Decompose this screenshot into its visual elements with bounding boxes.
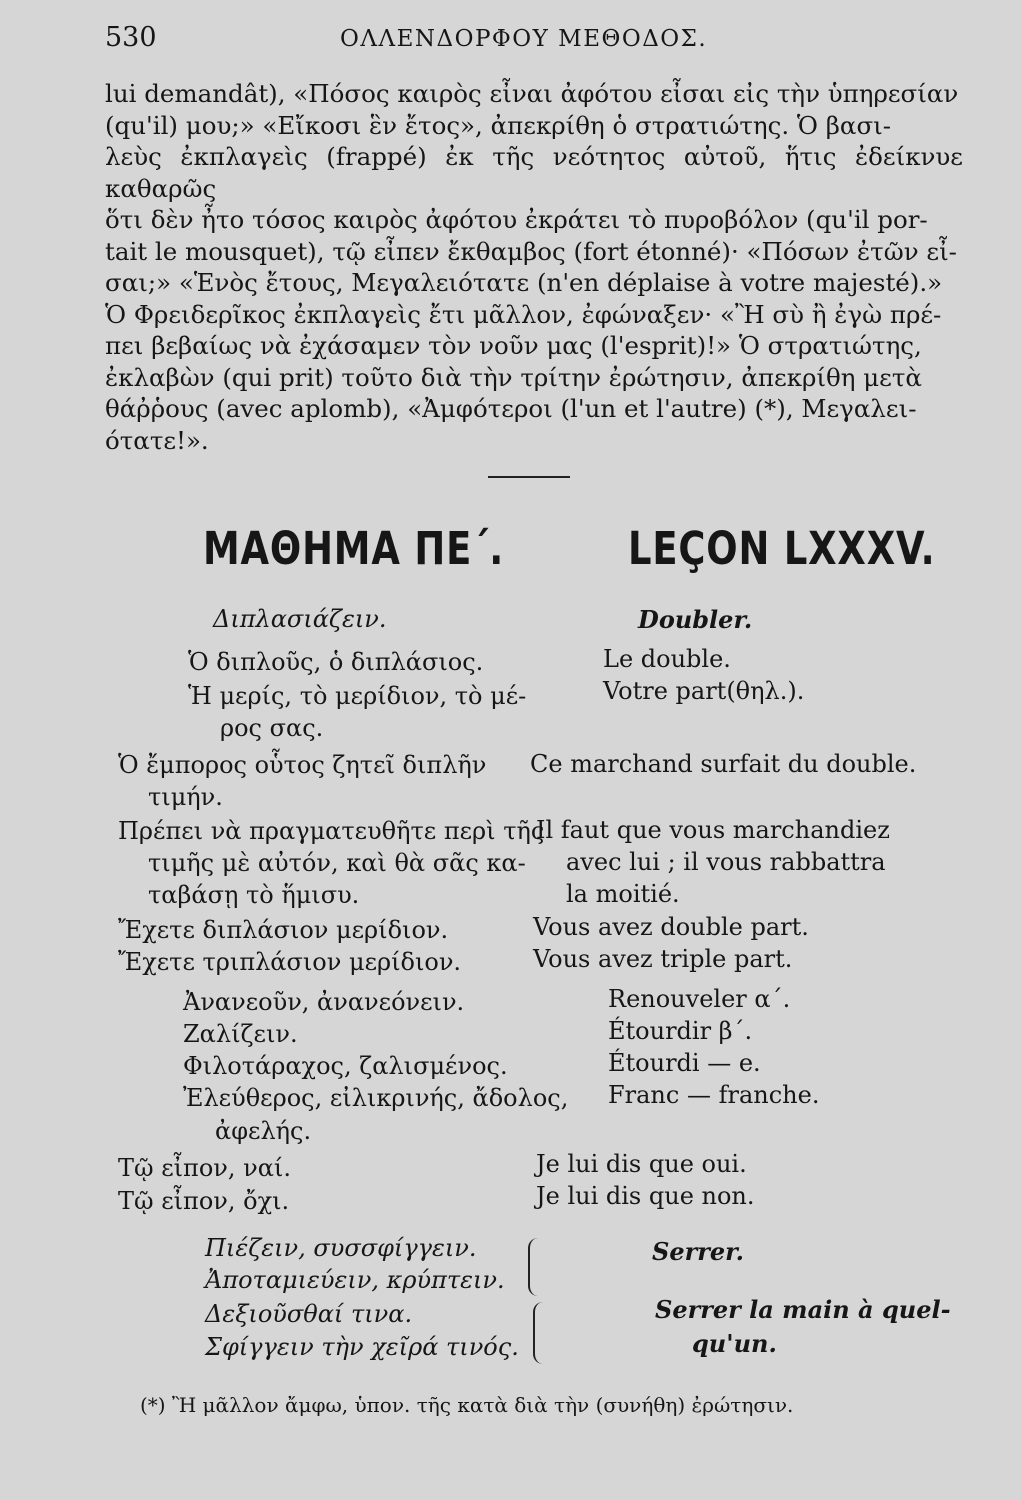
vocab-french-cont: avec lui ; il vous rabbattra bbox=[566, 848, 886, 876]
vocab-french: Je lui dis que non. bbox=[536, 1182, 755, 1210]
vocab-greek-cont: Ἀποταμιεύειν, κρύπτειν. bbox=[205, 1266, 505, 1294]
page-header bbox=[0, 22, 1021, 62]
vocab-french: Serrer la main à quel- bbox=[655, 1295, 951, 1324]
vocab-french: Franc — franche. bbox=[608, 1081, 820, 1109]
vocab-greek: Ἐλεύθερος, εἰλικρινής, ἄδολος, bbox=[183, 1084, 569, 1112]
footnote: (*) Ἢ μᾶλλον ἄμφω, ὑπον. τῆς κατὰ διὰ τὴν (συνήθη) ἐρώτησιν. bbox=[140, 1393, 794, 1417]
page-number: 530 bbox=[105, 22, 157, 53]
vocab-greek-cont: τιμῆς μὲ αὐτόν, καὶ θὰ σᾶς κα- bbox=[148, 849, 526, 877]
paragraph-line: ὅτι δὲν ἦτο τόσος καιρὸς ἀφότου ἐκράτει τὸ πυροβόλον (qu'il por- bbox=[105, 205, 928, 234]
running-title: ΟΛΛΕΝΔΟΡΦΟΥ ΜΕΘΟΔΟΣ. bbox=[340, 26, 708, 52]
vocab-greek-cont: ταβάσῃ τὸ ἥμισυ. bbox=[148, 881, 360, 909]
vocab-french: Ce marchand surfait du double. bbox=[530, 750, 917, 778]
vocab-french: Étourdir β΄. bbox=[608, 1017, 753, 1045]
vocab-greek: Ἀνανεοῦν, ἀνανεόνειν. bbox=[183, 988, 465, 1016]
vocab-greek-cont: Σφίγγειν τὴν χεῖρά τινός. bbox=[205, 1333, 519, 1361]
paragraph-line: tait le mousquet), τῷ εἶπεν ἔκθαμβος (fort étonné)· «Πόσων ἐτῶν εἶ- bbox=[105, 236, 957, 266]
grouping-brace bbox=[528, 1238, 540, 1296]
vocab-french: Il faut que vous marchandiez bbox=[536, 816, 890, 844]
paragraph-line: (qu'il) μου;» «Εἴκοσι ἓν ἔτος», ἀπεκρίθη ὁ στρατιώτης. Ὁ βασι- bbox=[105, 110, 892, 140]
grouping-brace bbox=[533, 1302, 545, 1364]
vocab-greek: Πιέζειν, συσσφίγγειν. bbox=[205, 1234, 477, 1262]
paragraph-line: λεὺς ἐκπλαγεὶς (frappé) ἐκ τῆς νεότητος αὐτοῦ, ἥτις ἐδείκνυε καθαρῶς bbox=[105, 142, 963, 203]
vocab-greek: Διπλασιάζειν. bbox=[213, 605, 387, 633]
paragraph-line: σαι;» «Ἑνὸς ἔτους, Μεγαλειότατε (n'en déplaise à votre majesté).» bbox=[105, 268, 943, 297]
vocab-greek: Ἔχετε τριπλάσιον μερίδιον. bbox=[118, 948, 462, 976]
vocab-greek: Φιλοτάραχος, ζαλισμένος. bbox=[183, 1052, 508, 1080]
vocab-greek-cont: τιμήν. bbox=[148, 783, 223, 811]
vocab-french: Vous avez triple part. bbox=[533, 945, 793, 973]
vocab-greek-cont: ρος σας. bbox=[220, 714, 324, 742]
vocab-greek: Πρέπει νὰ πραγματευθῆτε περὶ τῆς bbox=[118, 817, 545, 845]
lesson-title-greek: ΜΑΘΗΜΑ ΠΕ΄. bbox=[203, 522, 505, 575]
vocab-greek: Δεξιοῦσθαί τινα. bbox=[205, 1300, 413, 1328]
vocab-greek: Ἡ μερίς, τὸ μερίδιον, τὸ μέ- bbox=[188, 682, 527, 710]
vocab-french-cont: la moitié. bbox=[566, 880, 680, 908]
vocab-french-cont: qu'un. bbox=[692, 1329, 777, 1358]
section-divider bbox=[488, 476, 570, 478]
vocab-greek: Ὁ ἔμπορος οὗτος ζητεῖ διπλῆν bbox=[118, 751, 487, 779]
paragraph-line: θάῤῥους (avec aplomb), «Ἀμφότεροι (l'un et l'autre) (*), Μεγαλει- bbox=[105, 394, 917, 423]
vocab-greek: Τῷ εἶπον, ναί. bbox=[118, 1154, 291, 1182]
vocab-french: Je lui dis que oui. bbox=[536, 1150, 747, 1178]
vocab-greek: Τῷ εἶπον, ὄχι. bbox=[118, 1187, 290, 1215]
paragraph-line: ἐκλαβὼν (qui prit) τοῦτο διὰ τὴν τρίτην ἐρώτησιν, ἀπεκρίθη μετὰ bbox=[105, 362, 922, 392]
vocab-french: Renouveler α΄. bbox=[608, 985, 791, 1013]
vocab-french: Votre part(θηλ.). bbox=[603, 677, 805, 705]
vocab-french: Serrer. bbox=[652, 1237, 744, 1266]
lesson-title-french: LEÇON LXXXV. bbox=[628, 522, 936, 575]
vocab-greek: Ὁ διπλοῦς, ὁ διπλάσιος. bbox=[188, 648, 484, 676]
vocab-french: Vous avez double part. bbox=[533, 913, 809, 941]
paragraph-line: ότατε!». bbox=[105, 425, 209, 455]
paragraph-line: Ὁ Φρειδερῖκος ἐκπλαγεὶς ἔτι μᾶλλον, ἐφώναξεν· «Ἢ σὺ ἢ ἐγὼ πρέ- bbox=[105, 299, 942, 329]
vocab-greek: Ἔχετε διπλάσιον μερίδιον. bbox=[118, 916, 449, 944]
vocab-french: Le double. bbox=[603, 645, 731, 673]
vocab-greek-cont: ἀφελής. bbox=[215, 1117, 312, 1145]
vocab-french: Doubler. bbox=[638, 605, 753, 634]
vocab-french: Étourdi — e. bbox=[608, 1049, 761, 1077]
paragraph-line: πει βεβαίως νὰ ἐχάσαμεν τὸν νοῦν μας (l'esprit)!» Ὁ στρατιώτης, bbox=[105, 331, 922, 360]
vocab-greek: Ζαλίζειν. bbox=[183, 1020, 298, 1048]
paragraph-line: lui demandât), «Πόσος καιρὸς εἶναι ἀφότου εἶσαι εἰς τὴν ὑπηρεσίαν bbox=[105, 79, 959, 108]
anecdote-paragraph bbox=[105, 78, 963, 456]
